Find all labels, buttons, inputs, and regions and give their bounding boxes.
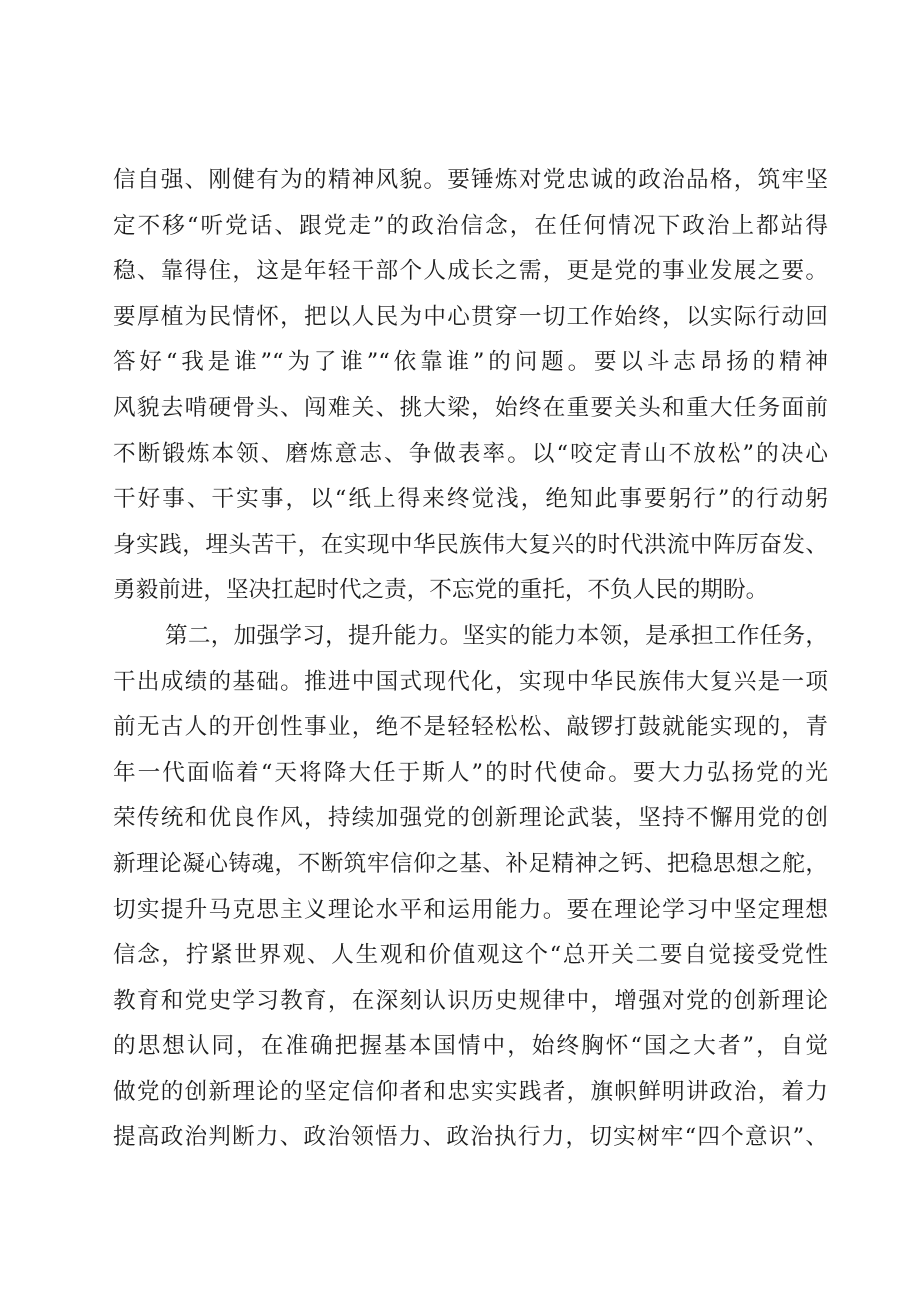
text-line: 干出成绩的基础。推进中国式现代化，实现中华民族伟大复兴是一项 (113, 668, 828, 695)
text-line: 年一代面临着“天将降大任于斯人”的时代使命。要大力弘扬党的光 (113, 759, 828, 786)
text-line: 新理论凝心铸魂，不断筑牢信仰之基、补足精神之钙、把稳思想之舵， (113, 850, 828, 877)
text-line: 干好事、干实事，以“纸上得来终觉浅，绝知此事要躬行”的行动躬 (113, 486, 828, 513)
body-text (113, 158, 828, 1161)
text-line: 身实践，埋头苦干，在实现中华民族伟大复兴的时代洪流中阵厉奋发、 (113, 531, 828, 558)
text-line: 答好“我是谁”“为了谁”“依靠谁”的问题。要以斗志昂扬的精神 (113, 349, 828, 376)
text-line: 要厚植为民情怀，把以人民为中心贯穿一切工作始终，以实际行动回 (113, 303, 828, 330)
text-line: 信自强、刚健有为的精神风貌。要锤炼对党忠诚的政治品格，筑牢坚 (113, 167, 828, 193)
text-line: 稳、靠得住，这是年轻干部个人成长之需，更是党的事业发展之要。 (113, 258, 828, 285)
text-line: 的思想认同，在准确把握基本国情中，始终胸怀“国之大者”，自觉 (113, 1033, 828, 1060)
text-line: 切实提升马克思主义理论水平和运用能力。要在理论学习中坚定理想 (113, 896, 828, 923)
text-line: 定不移“听党话、跟党走”的政治信念，在任何情况下政治上都站得 (113, 212, 828, 239)
text-line: 荣传统和优良作风，持续加强党的创新理论武装，坚持不懈用党的创 (113, 805, 828, 832)
text-line: 信念，拧紧世界观、人生观和价值观这个“总开关二要自觉接受党性 (113, 942, 828, 969)
paragraph-first-line: 第二，加强学习，提升能力。坚实的能力本领，是承担工作任务， (165, 622, 828, 649)
text-line: 前无古人的开创性事业，绝不是轻轻松松、敲锣打鼓就能实现的，青 (113, 714, 828, 741)
text-line: 教育和党史学习教育，在深刻认识历史规律中，增强对党的创新理论 (113, 987, 828, 1014)
paragraph-last-line: 勇毅前进，坚决扛起时代之责，不忘党的重托，不负人民的期盼。 (113, 577, 769, 604)
text-line: 提高政治判断力、政治领悟力、政治执行力，切实树牢“四个意识”、 (113, 1124, 828, 1151)
text-line: 不断锻炼本领、磨炼意志、争做表率。以“咬定青山不放松”的决心 (113, 440, 828, 467)
text-line: 做党的创新理论的坚定信仰者和忠实实践者，旗帜鲜明讲政治，着力 (113, 1078, 828, 1105)
text-line: 风貌去啃硬骨头、闯难关、挑大梁，始终在重要关头和重大任务面前 (113, 394, 828, 421)
